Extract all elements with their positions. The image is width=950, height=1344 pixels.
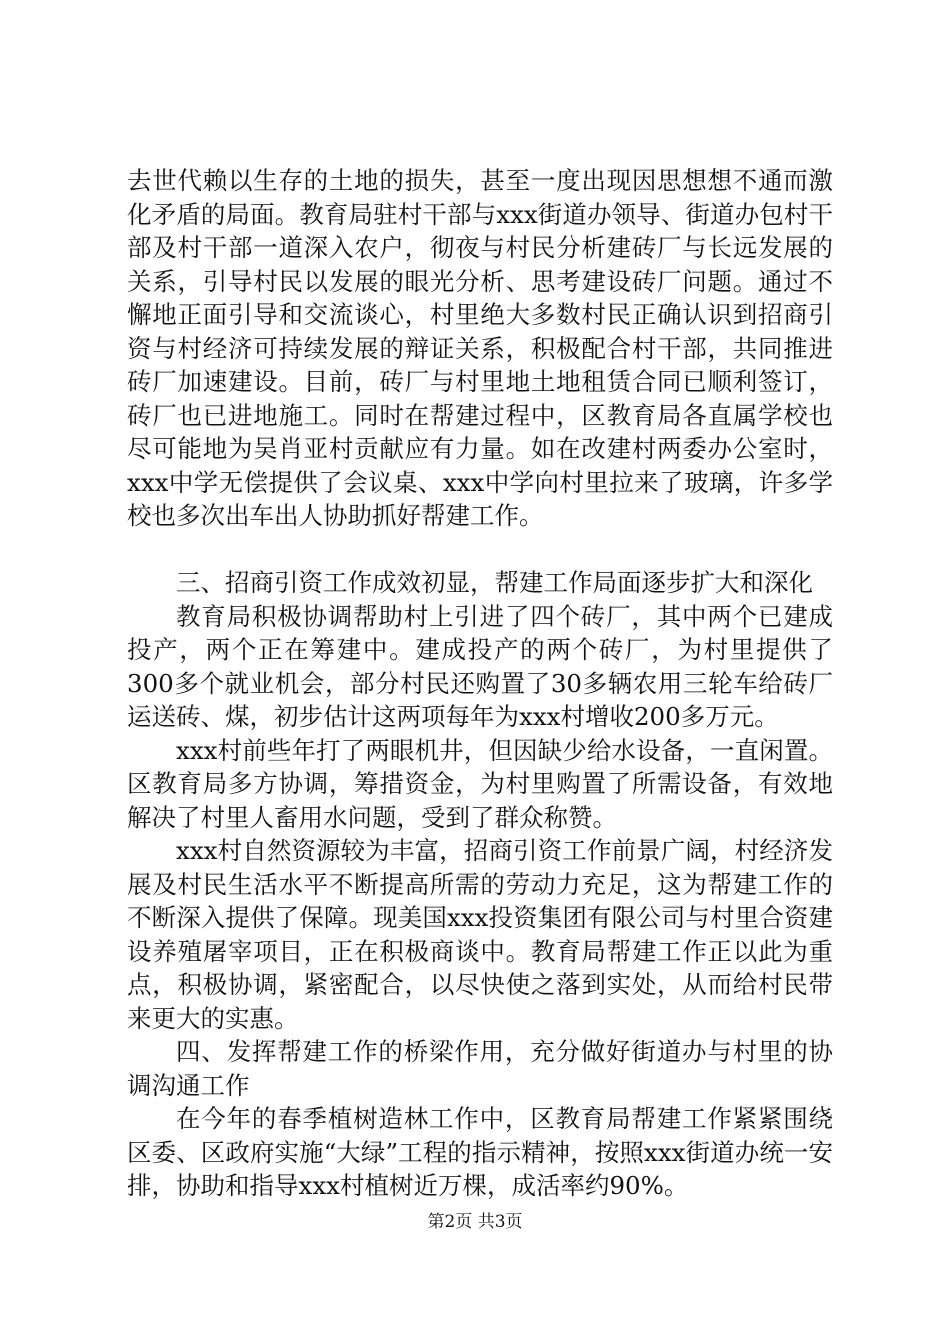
section-heading-three: 三、招商引资工作成效初显，帮建工作局面逐步扩大和深化 <box>176 568 813 597</box>
paragraph-tree-planting: 在今年的春季植树造林工作中，区教育局帮建工作紧紧围绕区委、区政府实施“大绿”工程的指示精神，按照xxx街道办统一安排，协助和指导xxx村植树近万棵，成活率约90%。 <box>127 1104 833 1200</box>
page-footer: 第2页 共3页 <box>427 1212 523 1232</box>
paragraph-brick-factories: 教育局积极协调帮助村上引进了四个砖厂，其中两个已建成投产，两个正在筹建中。建成投产的两个砖厂，为村里提供了300多个就业机会，部分村民还购置了30多辆农用三轮车给砖厂运送砖、煤，初步估计这两项每年为xxx村增收200多万元。 <box>127 601 833 731</box>
document-body <box>127 164 833 1203</box>
section-heading-four: 四、发挥帮建工作的桥梁作用，充分做好街道办与村里的协调沟通工作 <box>127 1037 833 1100</box>
paragraph-investment: xxx村自然资源较为丰富，招商引资工作前景广阔，村经济发展及村民生活水平不断提高所需的劳动力充足，这为帮建工作的不断深入提供了保障。现美国xxx投资集团有限公司与村里合资建设养殖屠宰项目，正在积极商谈中。教育局帮建工作正以此为重点，积极协调，紧密配合，以尽快使之落到实处，从而给村民带来更大的实惠。 <box>127 836 833 1033</box>
paragraph-water-wells: xxx村前些年打了两眼机井，但因缺少给水设备，一直闲置。区教育局多方协调，筹措资金，为村里购置了所需设备，有效地解决了村里人畜用水问题，受到了群众称赞。 <box>127 735 833 832</box>
paragraph-continuation: 去世代赖以生存的土地的损失，甚至一度出现因思想想不通而激化矛盾的局面。教育局驻村干部与xxx街道办领导、街道办包村干部及村干部一道深入农户，彻夜与村民分析建砖厂与长远发展的关系，引导村民以发展的眼光分析、思考建设砖厂问题。通过不懈地正面引导和交流谈心，村里绝大多数村民正确认识到招商引资与村经济可持续发展的辩证关系，积极配合村干部，共同推进砖厂加速建设。目前，砖厂与村里地土地租赁合同已顺利签订，砖厂也已进地施工。同时在帮建过程中，区教育局各直属学校也尽可能地为吴肖亚村贡献应有力量。如在改建村两委办公室时，xxx中学无偿提供了会议桌、xxx中学向村里拉来了玻璃，许多学校也多次出车出人协助抓好帮建工作。 <box>127 166 833 530</box>
